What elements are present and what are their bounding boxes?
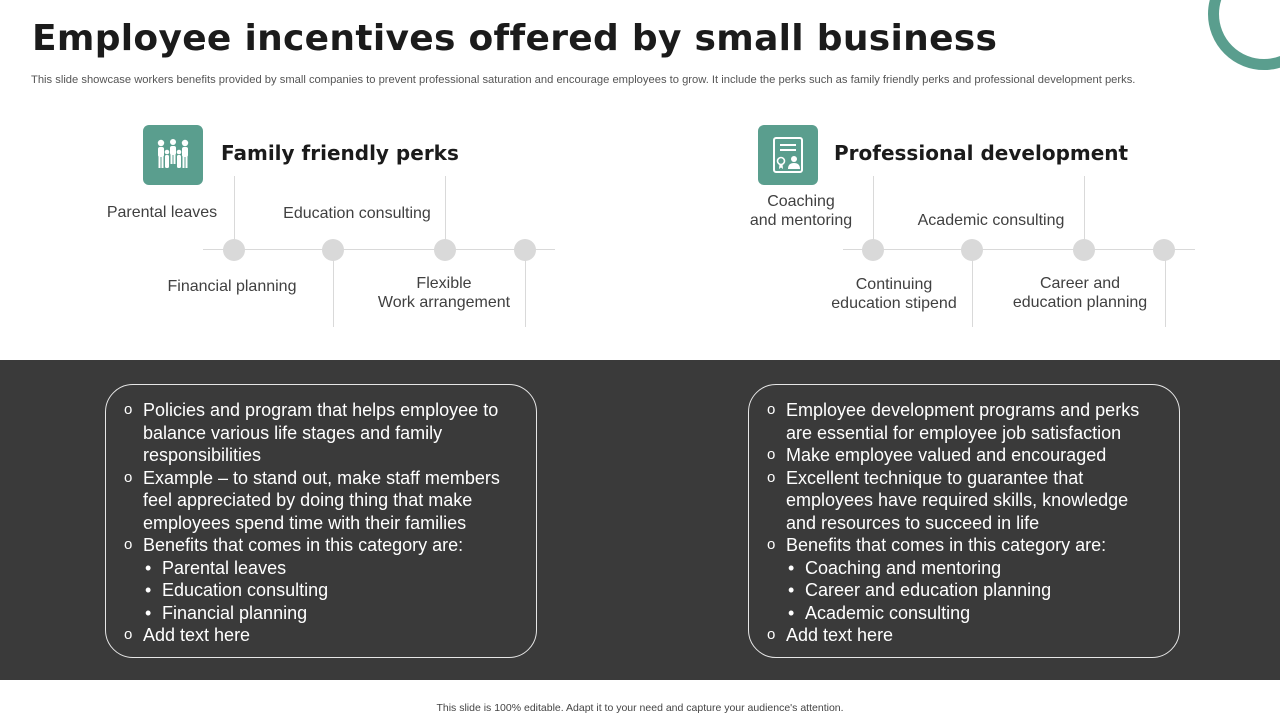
timeline-dot <box>862 239 884 261</box>
card-sub-point: • Career and education planning <box>767 579 1161 602</box>
card-point: o Add text here <box>124 624 518 647</box>
card-sub-point: • Coaching and mentoring <box>767 557 1161 580</box>
card-sub-point: • Education consulting <box>124 579 518 602</box>
professional-development-heading: Professional development <box>834 141 1129 165</box>
card-point: o Add text here <box>767 624 1161 647</box>
card-point: o Benefits that comes in this category are: <box>124 534 518 557</box>
timeline-dot <box>514 239 536 261</box>
card-point: o Benefits that comes in this category are: <box>767 534 1161 557</box>
timeline-dot <box>322 239 344 261</box>
certificate-icon <box>758 125 818 185</box>
family-timeline-line <box>203 249 555 250</box>
professional-timeline-line <box>843 249 1195 250</box>
perk-label: Financial planning <box>167 278 297 295</box>
perk-label: Parental leaves <box>106 204 218 221</box>
footer-note: This slide is 100% editable. Adapt it to your need and capture your audience's attention. <box>436 702 844 714</box>
perk-label: Education consulting <box>283 205 431 222</box>
card-sub-point: • Parental leaves <box>124 557 518 580</box>
card-point: o Employee development programs and perks are essential for employee job satisfaction <box>767 399 1161 444</box>
timeline-dot <box>434 239 456 261</box>
card-point: o Example – to stand out, make staff members feel appreciated by doing thing that make employees spend time with their families <box>124 467 518 535</box>
perk-label: Academic consulting <box>917 212 1065 229</box>
perk-label: Coaching and mentoring <box>749 193 853 229</box>
page-title: Employee incentives offered by small business <box>32 18 998 59</box>
timeline-dot <box>1153 239 1175 261</box>
decorative-ring <box>1208 0 1280 70</box>
family-icon <box>143 125 203 185</box>
family-perks-card <box>105 384 537 658</box>
card-point: o Excellent technique to guarantee that employees have required skills, knowledge and resources to succeed in life <box>767 467 1161 535</box>
connector-line <box>525 250 526 327</box>
card-sub-point: • Financial planning <box>124 602 518 625</box>
timeline-dot <box>223 239 245 261</box>
professional-development-card <box>748 384 1180 658</box>
card-sub-point: • Academic consulting <box>767 602 1161 625</box>
timeline-dot <box>1073 239 1095 261</box>
perk-label: Career and education planning <box>1012 275 1148 311</box>
card-point: o Policies and program that helps employee to balance various life stages and family responsibilities <box>124 399 518 467</box>
connector-line <box>1165 250 1166 327</box>
family-perks-heading: Family friendly perks <box>221 141 459 165</box>
connector-line <box>333 250 334 327</box>
card-point: o Make employee valued and encouraged <box>767 444 1161 467</box>
perk-label: Flexible Work arrangement <box>377 275 511 311</box>
page-subtitle: This slide showcase workers benefits provided by small companies to prevent professional saturation and encourage employees to grow. It include the perks such as family friendly perks and professional development perks. <box>31 74 1136 86</box>
timeline-dot <box>961 239 983 261</box>
perk-label: Continuing education stipend <box>831 276 957 312</box>
